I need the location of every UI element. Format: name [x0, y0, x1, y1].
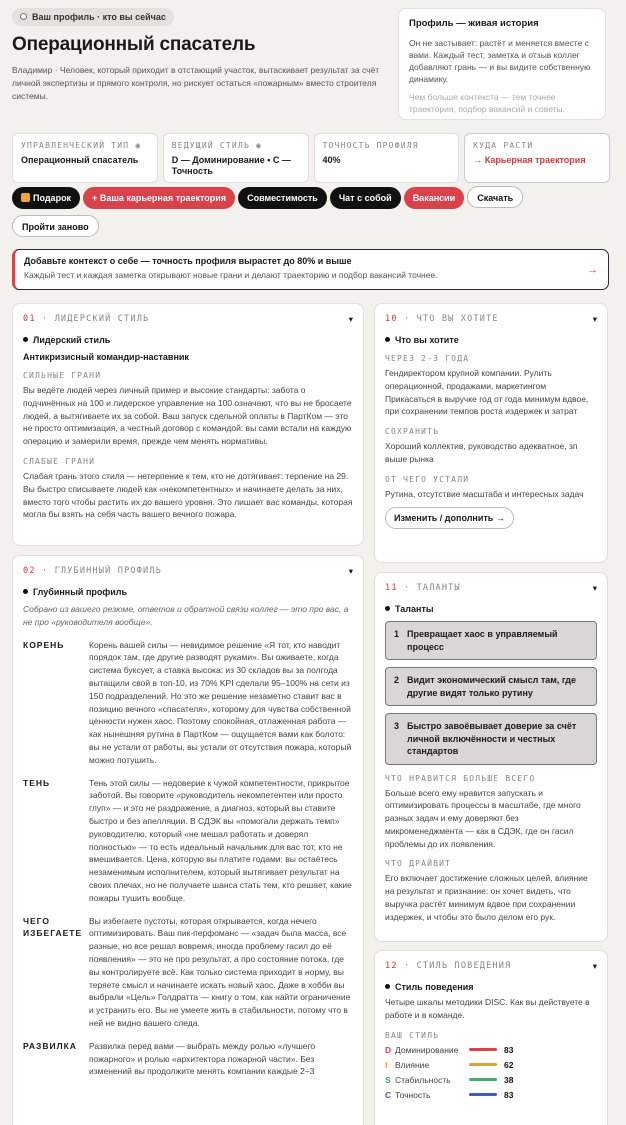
section-label: СЛАБЫЕ ГРАНИ — [23, 456, 96, 466]
disc-letter: I — [385, 1059, 388, 1070]
disc-scale-c — [385, 1090, 597, 1100]
disc-bar — [469, 1093, 497, 1096]
download-button[interactable]: Скачать — [467, 186, 523, 208]
stat-management-type — [12, 133, 158, 183]
stat-value: Операционный спасатель — [21, 155, 139, 165]
retake-button[interactable]: Пройти заново — [12, 215, 99, 237]
stat-growth-link[interactable] — [464, 133, 610, 183]
page-title: Операционный спасатель — [12, 33, 256, 55]
gift-button-label: Подарок — [33, 193, 72, 203]
chevron-down-icon[interactable]: ▾ — [348, 566, 353, 576]
talent-item — [385, 667, 597, 706]
badge-dot-icon — [20, 13, 27, 20]
disc-name: Доминирование — [395, 1044, 459, 1055]
card-behavior-style — [374, 950, 608, 1125]
disc-name: Влияние — [395, 1059, 430, 1070]
action-buttons — [12, 186, 612, 243]
card-label: · СТИЛЬ ПОВЕДЕНИЯ — [397, 961, 512, 971]
talent-number: 3 — [394, 721, 400, 731]
tired-text: Рутина, отсутствие масштаба и интересных задач — [385, 488, 584, 499]
context-banner[interactable] — [12, 249, 609, 290]
profile-row-root — [23, 639, 353, 767]
goals-text: Гендиректором крупной компании. Рулить операционной, продажами, маркетингом Прикасаться в выручке год от года минимум вдвое, при сохранении темпов роста издержек и затрат — [385, 368, 589, 417]
live-story-card — [398, 8, 606, 120]
weaknesses-text: Слабая грань этого стиля — нетерпение к тем, кто не дотягивает: терпение на 29. Вы быстро списываете людей как «некомпетентных» и начинаете делать за них, вместо того чтобы растить их до вашего уровня. Это лишает вас команды, которая могла бы взять на себя часть вашего вечного пожара. — [23, 470, 353, 520]
stat-leading-style — [163, 133, 309, 183]
card-number: 11 — [385, 583, 398, 593]
career-button[interactable]: + Ваша карьерная траектория — [83, 187, 235, 209]
stat-profile-accuracy — [314, 133, 460, 183]
disc-value: 83 — [504, 1044, 514, 1055]
talent-item — [385, 713, 597, 765]
disc-bar — [469, 1048, 497, 1051]
disc-value: 83 — [504, 1089, 514, 1100]
style-name: Антикризисный командир-наставник — [23, 352, 189, 362]
talent-text: Быстро завоёвывает доверие за счёт личной включённости и честных стандартов — [407, 721, 577, 756]
disc-intro: Четыре шкалы методики DISC. Как вы действуете в работе и в команде. — [385, 997, 590, 1020]
talent-number: 1 — [394, 629, 400, 639]
disc-value: 38 — [504, 1074, 514, 1085]
card-label: · ЧТО ВЫ ХОТИТЕ — [397, 314, 499, 324]
banner-title: Добавьте контекст о себе — точность профиля вырастет до 80% и выше — [24, 256, 352, 266]
talent-text: Превращает хаос в управляемый процесс — [407, 629, 558, 652]
disc-bar — [469, 1063, 497, 1066]
self-chat-button[interactable]: Чат с собой — [330, 187, 401, 209]
talent-number: 2 — [394, 675, 400, 685]
talent-item — [385, 621, 597, 660]
card-label: · ГЛУБИННЫЙ ПРОФИЛЬ — [35, 566, 162, 576]
profile-row-fork — [23, 1040, 353, 1078]
section-heading: Таланты — [385, 604, 597, 614]
disc-name: Точность — [395, 1089, 431, 1100]
profile-lead: Владимир · Человек, который приходит в отстающий участок, вытаскивает результат за счёт личной экспертизы и прямого контроля, но рискует остаться «пожарным» вместо строителя системы. — [12, 64, 380, 101]
row-text: Тень этой силы — недоверие к чужой компетентности, прикрытое заботой. Вы говорите «руководитель некомпетентен или просто глуп» — и это не раздражение, а диагноз, который вы ставите быстро и без апелляции. В СДЭК вы «помогали держать темп» руководителю, который «не мешал работать и доверял полностью» — то есть идеальный начальник для вас тот, кто не вмешивается. Цена, которую вы платите годами: вы остаётесь незаменимым исполнителем, который вытягивает результат на своих плечах, но не получаете шанса стать тем, кто решает, какие пожары тушить вообще. — [89, 777, 352, 903]
disc-letter: C — [385, 1089, 392, 1100]
keep-text: Хороший коллектив, руководство адекватное, зп выше рынка — [385, 441, 578, 464]
disc-scale-i — [385, 1060, 597, 1070]
live-story-title: Профиль — живая история — [409, 18, 539, 29]
vacancies-button[interactable]: Вакансии — [404, 187, 465, 209]
disc-scale-d — [385, 1045, 597, 1055]
live-story-foot: Чем больше контекста — тем точнее траектория, подбор вакансий и советы. — [409, 92, 565, 114]
stat-label: КУДА РАСТИ — [473, 141, 534, 150]
edit-wishes-button[interactable]: Изменить / дополнить → — [385, 507, 514, 529]
badge-label: Ваш профиль · кто вы сейчас — [32, 11, 166, 22]
info-icon[interactable]: ◉ — [135, 141, 142, 150]
disc-value: 62 — [504, 1059, 514, 1070]
profile-badge — [12, 8, 174, 26]
section-label: СИЛЬНЫЕ ГРАНИ — [23, 371, 102, 380]
likes-text: Больше всего ему нравится запускать и оптимизировать процессы в масштабе, где много разных задач и ему доверяют без микроменеджмента — как в СДЭК, где он гасил проблемы до их появления. — [385, 787, 581, 849]
stat-label: ВЕДУЩИЙ СТИЛЬ — [171, 141, 250, 150]
section-label: ЧЕРЕЗ 2-3 ГОДА — [385, 354, 470, 363]
compatibility-button[interactable]: Совместимость — [238, 187, 327, 209]
stats-row — [12, 133, 610, 183]
card-what-you-want — [374, 303, 608, 563]
disc-letter: S — [385, 1074, 391, 1085]
section-label: СОХРАНИТЬ — [385, 427, 440, 437]
stat-label: ТОЧНОСТЬ ПРОФИЛЯ — [322, 141, 419, 150]
row-text: Развилка перед вами — выбрать между ролью «лучшего пожарного» и ролью «архитектора пожарной части». Без изменений вы продолжите менять компании каждые 2–3 — [89, 1040, 316, 1077]
section-heading: Лидерский стиль — [23, 335, 353, 345]
row-key: РАЗВИЛКА — [23, 1040, 77, 1051]
card-talents — [374, 572, 608, 942]
stat-value: D — Доминирование • C — Точность — [171, 155, 291, 176]
row-key: ТЕНЬ — [23, 777, 51, 788]
chevron-down-icon[interactable]: ▾ — [592, 583, 597, 593]
card-leadership-style — [12, 303, 364, 546]
card-number: 01 — [23, 314, 36, 324]
live-story-body: Он не застывает: растёт и меняется вместе с вами. Каждый тест, заметка и отзыв коллег добавляют грань — и вы видите собственную динамику. — [409, 38, 591, 84]
card-label: · ЛИДЕРСКИЙ СТИЛЬ — [35, 314, 150, 324]
section-label: ЧТО НРАВИТСЯ БОЛЬШЕ ВСЕГО — [385, 773, 536, 783]
deep-profile-intro: Собрано из вашего резюме, ответов и обратной связи коллег — это про вас, а не про «руководителя вообще». — [23, 604, 349, 627]
profile-row-avoid — [23, 915, 353, 1030]
card-number: 12 — [385, 961, 398, 971]
card-deep-profile — [12, 555, 364, 1125]
row-key: КОРЕНЬ — [23, 639, 65, 650]
gift-icon — [21, 193, 30, 202]
section-label: ОТ ЧЕГО УСТАЛИ — [385, 474, 470, 484]
stat-label: УПРАВЛЕНЧЕСКИЙ ТИП — [21, 141, 130, 150]
section-label: ЧТО ДРАЙВИТ — [385, 859, 452, 869]
profile-row-shadow — [23, 777, 353, 905]
chevron-down-icon[interactable]: ▾ — [592, 961, 597, 971]
banner-subtitle: Каждый тест и каждая заметка открывают новые грани и делают траекторию и подбор вакансий точнее. — [24, 270, 438, 280]
disc-bar — [469, 1078, 497, 1081]
row-text: Вы избегаете пустоты, которая открывается, когда нечего оптимизировать. Ваш пик-перфоманс — «задач была масса, все разные, но все решал вовремя, иногда проблему гасил до её появления» — это не про результат, а про состояние потока, где вы контролируете всё. Как только система приходит в норму, вы теряете смысл и начинаете искать новый хаос. Даже в хобби вы выбрали «Цель» Голдратта — книгу о том, как найти ограничение и устранить его. Вы не умеете жить в стабильности, потому что в ней не видно вашего следа. — [89, 915, 351, 1028]
section-heading: Стиль поведения — [385, 982, 597, 992]
chevron-down-icon[interactable]: ▾ — [348, 314, 353, 324]
strengths-text: Вы ведёте людей через личный пример и высокие стандарты: забота о подчинённых на 100 и лидерское управление на 100 означают, что вы не бросаете людей, а вытягиваете их за собой. Ваш запуск сдельной оплаты в ПартКом — это не просто оптимизация, а честный договор с командой: вы сами встали на каждую операцию и замерили время, прежде чем менять нормативы. — [23, 385, 352, 447]
section-heading: Что вы хотите — [385, 335, 597, 345]
stat-value: 40% — [322, 155, 341, 165]
arrow-right-icon: → — [587, 264, 598, 276]
row-key: ЧЕГО ИЗБЕГАЕТЕ — [23, 915, 83, 939]
card-label: · ТАЛАНТЫ — [397, 583, 461, 593]
section-label: ВАШ СТИЛЬ — [385, 1030, 440, 1040]
card-number: 10 — [385, 314, 398, 324]
card-number: 02 — [23, 566, 36, 576]
section-heading: Глубинный профиль — [23, 587, 353, 597]
career-trajectory-link[interactable]: → Карьерная траектория — [473, 155, 586, 165]
gift-button[interactable] — [12, 187, 80, 209]
disc-letter: D — [385, 1044, 392, 1055]
chevron-down-icon[interactable]: ▾ — [592, 314, 597, 324]
row-text: Корень вашей силы — невидимое решение «Я тот, кто наводит порядок там, где другие разводят руками». Вы оживаете, когда система буксует, а ставка высока: из 30 складов вы за полгода вытащили свой в топ-10, из 70% KPI сделали 95–100% на сети из 150 подразделений. Но это же решение незаметно ставит вас в позицию вечного «спасателя», которому для чувства собственной ценности нужен хаос. Поэтому спокойная, отлаженная работа — как нынешняя рутина в ПартКом — ощущается вами как болото: вы не устали от работы, вы устали от отсутствия пожара, который можно потушить. — [89, 639, 352, 765]
profile-header — [12, 7, 392, 103]
drives-text: Его включает достижение сложных целей, влияние на результат и признание: он хочет видеть, что выручка растёт минимум вдвое при сохранении издержек, и чтобы это было делом его рук. — [385, 873, 588, 922]
talent-text: Видит экономический смысл там, где другие видят только рутину — [407, 675, 577, 698]
info-icon[interactable]: ◉ — [256, 141, 263, 150]
disc-name: Стабильность — [395, 1074, 451, 1085]
disc-scale-s — [385, 1075, 597, 1085]
